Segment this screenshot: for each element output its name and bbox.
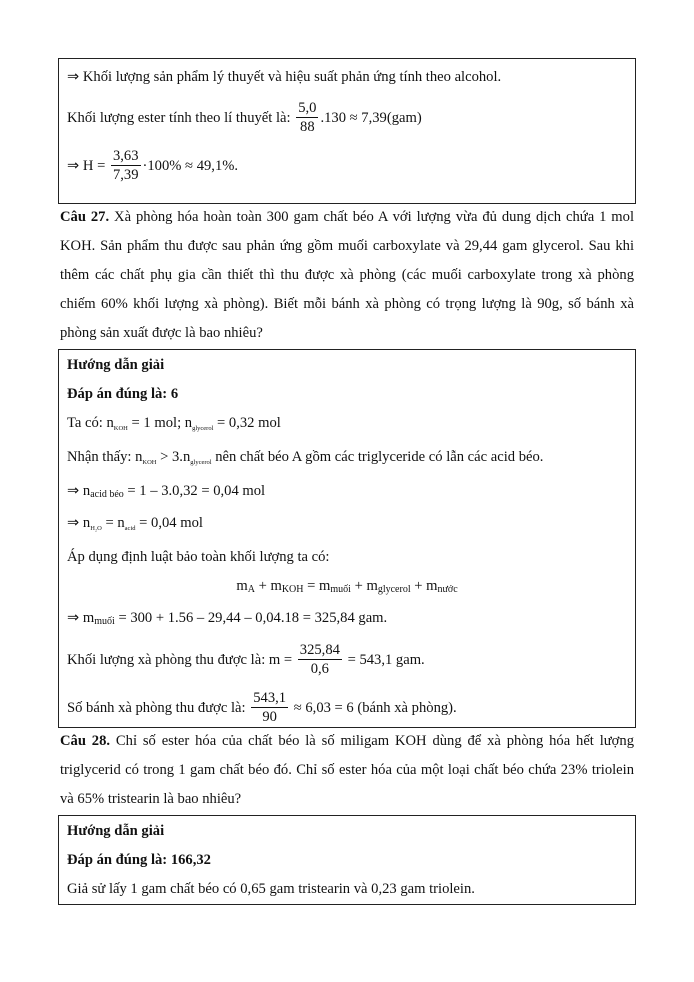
fraction-denominator: 7,39 [112,167,139,184]
subscript: muối [330,584,351,595]
conclusion-text: ⇒ Khối lượng sản phẩm lý thuyết và hiệu suất phản ứng tính theo alcohol. [67,69,502,85]
solution-heading: Hướng dẫn giải [67,357,165,373]
solution-line: Giả sử lấy 1 gam chất béo có 0,65 gam tristearin và 0,23 gam triolein. [67,881,475,897]
subscript: KOH [281,584,304,595]
fraction [298,642,342,679]
solution-heading: Hướng dẫn giải [67,823,165,839]
text-line [67,63,627,92]
formula-line [67,686,627,730]
solution-line [67,443,627,477]
answer-line: Đáp án đúng là: 6 [67,386,179,402]
solution-line: Áp dụng định luật bảo toàn khối lượng ta có: [67,549,330,565]
solution-box-28 [58,815,636,905]
text: = 1 mol; n [127,415,193,431]
formula-label: Số bánh xà phòng thu được là: [67,700,250,716]
question-label: Câu 27. [60,209,110,225]
solution-box-27 [58,349,636,728]
text: ⇒ n [67,515,91,531]
subscript: A [247,584,255,595]
question-body: Chỉ số ester hóa của chất béo là số miligam KOH dùng để xà phòng hóa hết lượng triglycerid có trong 1 gam chất béo đó. Chỉ số ester hóa của một loại chất béo chứa 23% triolein và 65% tristearin là bao nhiêu? [60,733,634,807]
fraction [251,690,288,727]
text: + m [410,578,438,594]
text: + m [350,578,378,594]
question-28 [58,727,636,814]
text: Ta có: n [67,415,114,431]
fraction-denominator: 0,6 [310,661,329,678]
fraction [296,100,318,137]
solution-line [67,477,627,509]
text: ⇒ n [67,483,91,499]
formula-result: .130 ≈ 7,39(gam) [320,110,422,126]
question-label: Câu 28. [60,733,111,749]
subscript: acid béo [90,489,124,500]
solution-line [67,509,627,543]
formula-label: Khối lượng ester tính theo lí thuyết là: [67,110,295,126]
text: = 0,04 mol [135,515,203,531]
formula-line [67,638,627,682]
subscript: KOH [113,425,128,432]
text: Nhận thấy: n [67,449,143,465]
document-page [58,58,636,905]
formula-line [67,96,627,140]
subscript: H₂O [90,525,102,532]
formula-line [67,144,627,188]
formula-label: Khối lượng xà phòng thu được là: m = [67,652,296,668]
subscript: glycerol [190,459,212,466]
text: > 3.n [156,449,191,465]
subscript: acid [124,525,136,532]
formula-result: ≈ 6,03 = 6 (bánh xà phòng). [290,700,457,716]
subscript: muối [94,616,115,627]
text: + m [254,578,282,594]
question-text [60,727,634,814]
fraction-numerator: 3,63 [112,148,139,165]
subscript: glycerol [377,584,411,595]
text: = 1 – 3.0,32 = 0,04 mol [123,483,266,499]
solution-box-previous [58,58,636,204]
fraction [111,148,141,185]
fraction-denominator: 90 [262,709,277,726]
answer-line: Đáp án đúng là: 166,32 [67,852,211,868]
solution-line [67,409,627,443]
question-27 [58,203,636,348]
subscript: nước [437,584,458,595]
text: = 300 + 1.56 – 29,44 – 0,04.18 = 325,84 gam. [114,610,388,626]
text: = n [101,515,125,531]
question-text [60,203,634,348]
formula-result: = 543,1 gam. [343,652,425,668]
text: = m [303,578,331,594]
fraction-numerator: 543,1 [253,690,287,707]
solution-line [67,604,627,636]
text: nên chất béo A gồm các triglyceride có lẫn các acid béo. [211,449,544,465]
formula-result: ·100% ≈ 49,1%. [142,158,239,174]
question-body: Xà phòng hóa hoàn toàn 300 gam chất béo A với lượng vừa đủ dung dịch chứa 1 mol KOH. Sản phẩm thu được sau phản ứng gồm muối carboxylate và 29,44 gam glycerol. Sau khi thêm các chất phụ gia cần thiết thì thu được xà phòng (các muối carboxylate trong xà phòng chiếm 60% khối lượng xà phòng). Biết mỗi bánh xà phòng có trọng lượng là 90g, số bánh xà phòng sản xuất được là bao nhiêu? [60,209,635,341]
fraction-denominator: 88 [300,119,315,136]
formula-label: ⇒ H = [67,158,109,174]
fraction-numerator: 5,0 [298,100,317,117]
text: ⇒ m [67,610,95,626]
subscript: KOH [142,459,157,466]
mass-conservation-equation [67,572,627,604]
text: = 0,32 mol [213,415,281,431]
text: m [236,578,248,594]
fraction-numerator: 325,84 [299,642,340,659]
subscript: glycerol [192,425,214,432]
